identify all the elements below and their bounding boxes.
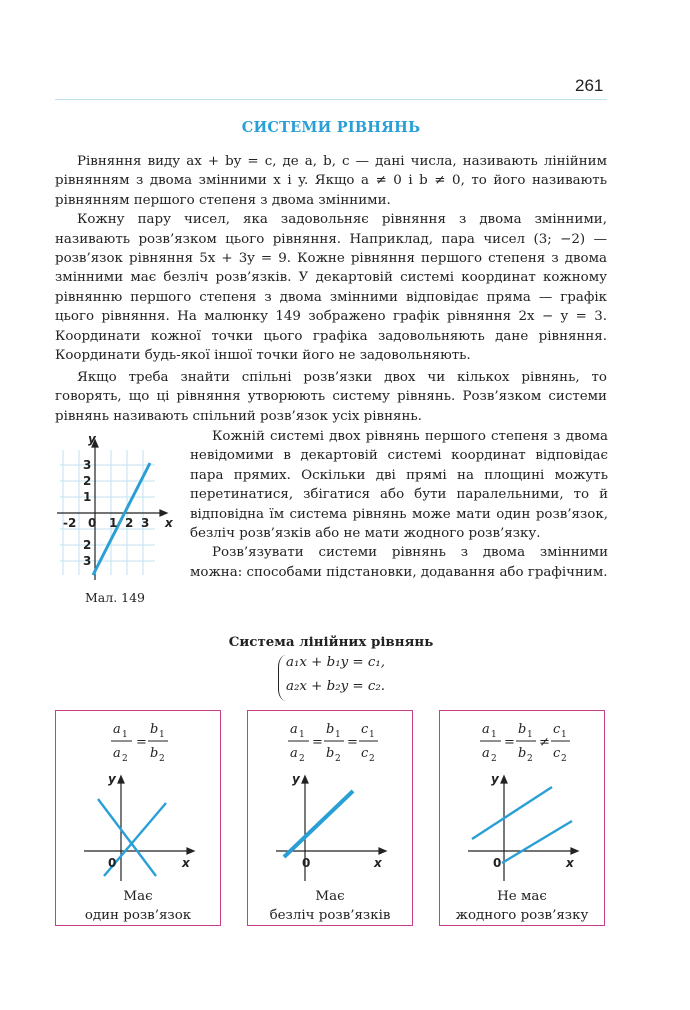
- svg-text:b: b: [326, 746, 335, 761]
- case-3-origin: 0: [493, 856, 502, 870]
- case-1-label-line1: Має: [123, 889, 153, 904]
- case-3-x-label: x: [566, 856, 574, 870]
- fig149-y-tick-2: 2: [83, 474, 92, 488]
- svg-text:b: b: [150, 722, 159, 737]
- svg-text:a: a: [482, 746, 490, 761]
- svg-text:2: 2: [299, 754, 305, 764]
- case-3-label-line2: жодного розв’язку: [455, 908, 589, 923]
- case-2-x-label: x: [374, 856, 382, 870]
- system-title: Система лінійних рівнянь: [228, 634, 434, 650]
- svg-text:a: a: [290, 746, 298, 761]
- fig149-y-tick-neg3: 3: [83, 554, 92, 568]
- case-card-one-solution: [55, 710, 221, 926]
- case-1-x-label: x: [182, 856, 190, 870]
- svg-text:c: c: [361, 722, 369, 737]
- fig149-x-tick-1: 1: [109, 516, 118, 530]
- case-1-label-line2: один розв’язок: [84, 908, 192, 923]
- svg-text:b: b: [518, 722, 527, 737]
- svg-text:a: a: [113, 746, 121, 761]
- fig149-y-label: y: [88, 435, 96, 446]
- svg-text:1: 1: [159, 730, 165, 740]
- fig149-x-label: x: [165, 516, 173, 530]
- svg-text:1: 1: [561, 730, 567, 740]
- systems-graph-text: [190, 427, 608, 582]
- systems-definition-text: [55, 368, 607, 426]
- svg-text:2: 2: [122, 754, 128, 764]
- case-2-label-line1: Має: [315, 889, 345, 904]
- linear-system: [278, 655, 418, 705]
- fig149-x-tick-3: 3: [141, 516, 150, 530]
- fig149-x-tick-neg2: -2: [63, 516, 77, 530]
- svg-text:a: a: [290, 722, 298, 737]
- paragraph-1: Рівняння виду ax + by = c, де a, b, c — дані числа, називають лінійним рівнянням з двома змінними x і y. Якщо a ≠ 0 і b ≠ 0, то його називають рівнянням першого степеня з двома змінними.: [55, 154, 607, 208]
- case-2-origin: 0: [302, 856, 311, 870]
- svg-text:=: =: [347, 735, 358, 750]
- case-card-no-solution: [439, 710, 605, 926]
- svg-text:=: =: [136, 735, 147, 750]
- case-3-y-label: y: [491, 772, 499, 786]
- svg-text:2: 2: [527, 754, 533, 764]
- case-2-y-label: y: [292, 772, 300, 786]
- case-1-origin: 0: [108, 856, 117, 870]
- svg-text:b: b: [518, 746, 527, 761]
- page-number: 261: [575, 76, 604, 95]
- svg-text:b: b: [150, 746, 159, 761]
- fig149-y-tick-neg2: 2: [83, 538, 92, 552]
- figure-149: [55, 435, 175, 585]
- paragraph-4: Кожній системі двох рівнянь першого степеня з двома невідомими в декартовій системі координат відповідає пара прямих. Оскільки дві прямі на площині можуть перетинатися, збігатися або бути паралельними, то й відповідна їм система рівнянь може мати один розв’язок, безліч розв’язків або не мати жодного розв’язку.: [190, 429, 608, 542]
- svg-text:a: a: [482, 722, 490, 737]
- system-equation-1: a₁x + b₁y = c₁,: [286, 655, 385, 670]
- paragraph-2: Кожну пару чисел, яка задовольняє рівняння з двома змінними, називають розв’язком цього рівняння. Наприклад, пара чисел (3; −2) — розв’язок рівняння 5x + 3y = 9. Кожне рівняння першого степеня з двома змінними має безліч розв’язків. У декартовій системі координат кожному рівнянню першого степеня з двома змінними відповідає пряма — графік цього рівняння. На малюнку 149 зображено графік рівняння 2x − y = 3. Координати кожної точки цього графіка задовольняють дане рівняння. Координати будь-якої іншої точки його не задовольняють.: [55, 212, 607, 364]
- case-3-label-line1: Не має: [497, 889, 547, 904]
- svg-text:1: 1: [335, 730, 341, 740]
- svg-text:2: 2: [159, 754, 165, 764]
- svg-text:=: =: [312, 735, 323, 750]
- case-card-infinite-solutions: [247, 710, 413, 926]
- svg-text:1: 1: [122, 730, 128, 740]
- svg-text:c: c: [361, 746, 369, 761]
- case-1-y-label: y: [108, 772, 116, 786]
- svg-text:2: 2: [369, 754, 375, 764]
- svg-text:c: c: [553, 746, 561, 761]
- svg-text:≠: ≠: [539, 735, 550, 750]
- figure-149-graph: [55, 435, 175, 585]
- case-2-label-line2: безліч розв’язків: [269, 908, 391, 923]
- fig149-origin: 0: [88, 516, 97, 530]
- svg-text:b: b: [326, 722, 335, 737]
- header-rule: [55, 99, 607, 100]
- intro-text: [55, 152, 607, 365]
- svg-text:1: 1: [491, 730, 497, 740]
- fig149-y-tick-1: 1: [83, 490, 92, 504]
- figure-149-caption: Мал. 149: [85, 590, 145, 605]
- svg-text:c: c: [553, 722, 561, 737]
- svg-text:=: =: [504, 735, 515, 750]
- svg-text:1: 1: [299, 730, 305, 740]
- paragraph-3: Якщо треба знайти спільні розв’язки двох чи кількох рівнянь, то говорять, що ці рівняння утворюють систему рівнянь. Розв’язком системи рівнянь називають спільний розв’язок усіх рівнянь.: [55, 370, 607, 424]
- section-title: СИСТЕМИ РІВНЯНЬ: [241, 119, 421, 136]
- svg-text:2: 2: [491, 754, 497, 764]
- svg-text:1: 1: [527, 730, 533, 740]
- fig149-x-tick-2: 2: [125, 516, 134, 530]
- fig149-y-tick-3: 3: [83, 458, 92, 472]
- svg-text:a: a: [113, 722, 121, 737]
- svg-text:2: 2: [335, 754, 341, 764]
- svg-text:2: 2: [561, 754, 567, 764]
- svg-text:1: 1: [369, 730, 375, 740]
- system-equation-2: a₂x + b₂y = c₂.: [286, 679, 385, 694]
- paragraph-5: Розв’язувати системи рівнянь з двома змінними можна: способами підстановки, додавання або графічним.: [190, 545, 608, 580]
